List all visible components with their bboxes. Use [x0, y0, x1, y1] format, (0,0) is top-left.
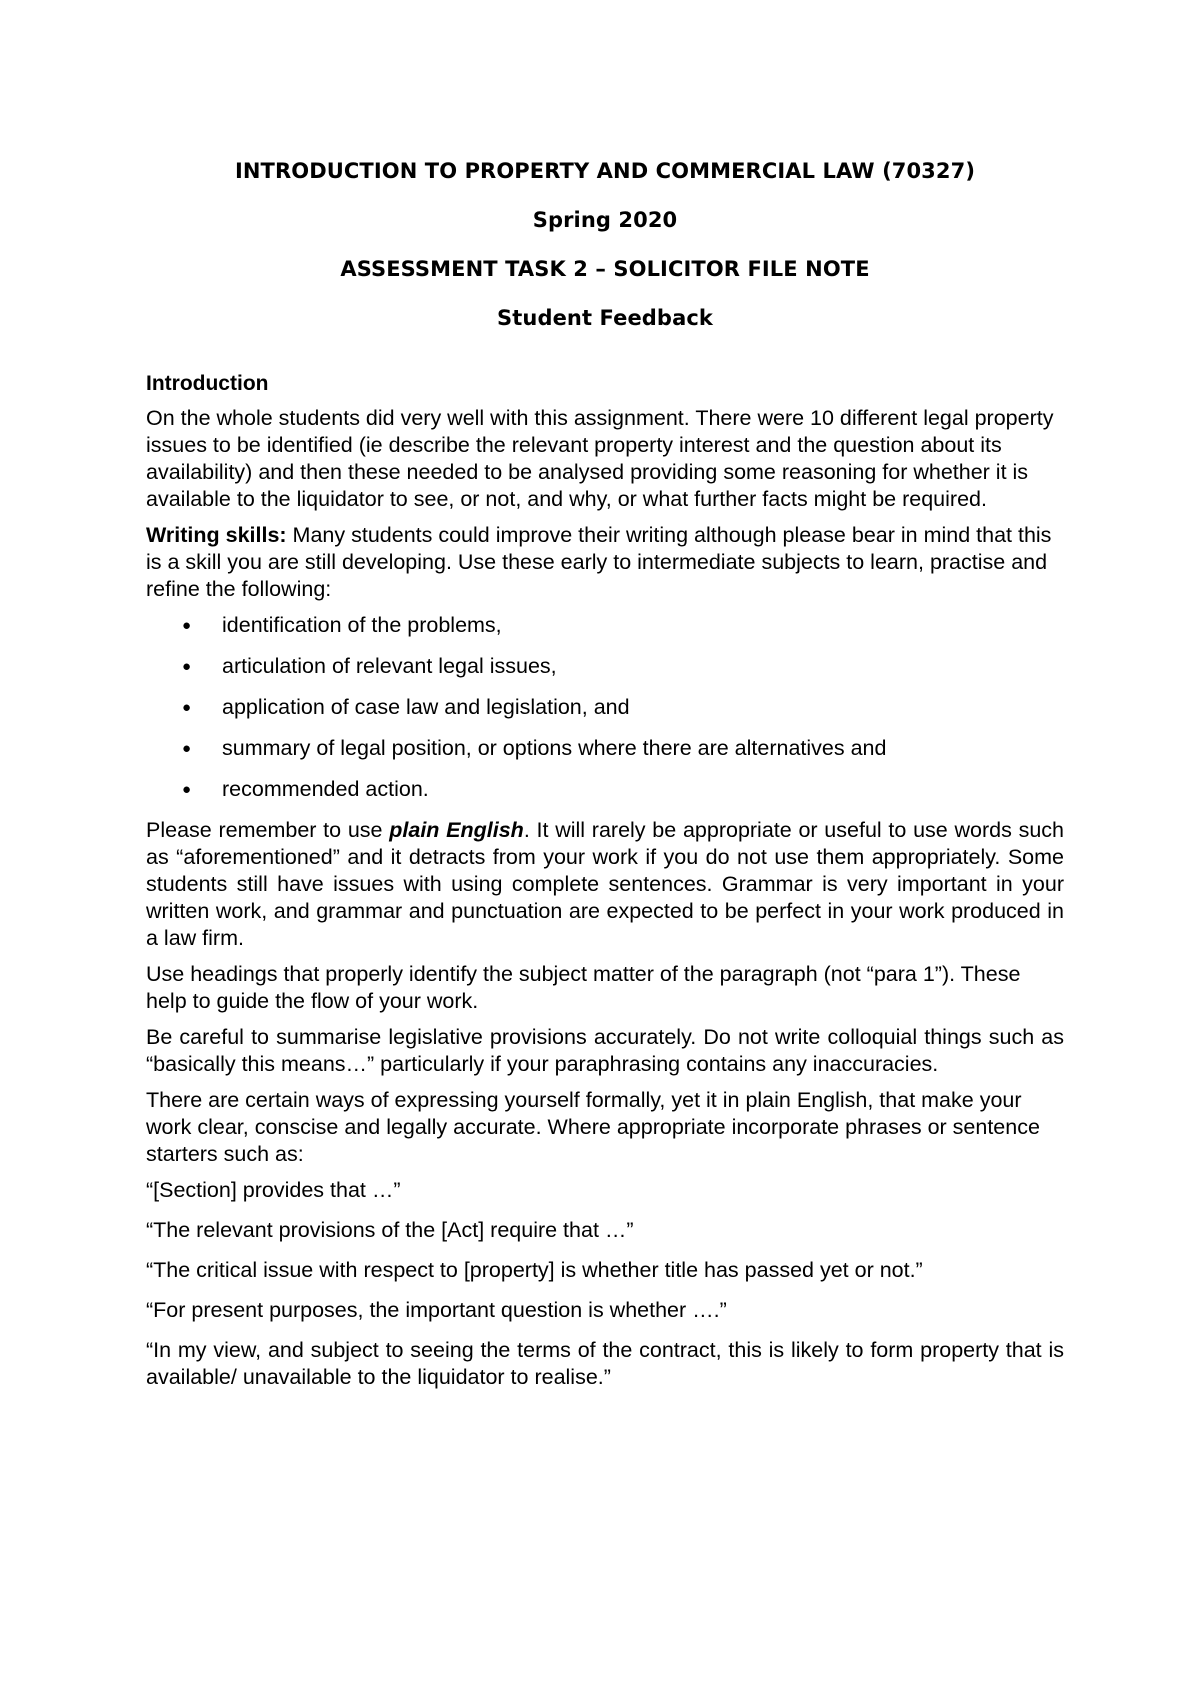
phrase-example: “In my view, and subject to seeing the terms of the contract, this is likely to form property that is available/ unavailable to the liquidator to realise.”	[146, 1338, 1064, 1389]
writing-skills-text: Many students could improve their writing although please bear in mind that this is a skill you are still developing. Use these early to intermediate subjects to learn, practise and refine the following:	[146, 523, 1052, 601]
plain-english-before: Please remember to use	[146, 818, 390, 842]
legislative-paragraph: Be careful to summarise legislative provisions accurately. Do not write colloquial things such as “basically this means…” particularly if your paraphrasing contains any inaccuracies.	[146, 1025, 1064, 1076]
list-item-text: application of case law and legislation, and	[222, 695, 630, 719]
phrase-example: “[Section] provides that …”	[146, 1178, 401, 1202]
plain-english-after: . It will rarely be appropriate or useful to use words such as “aforementioned” and it detracts from your work if you do not use them appropriately. Some students still have issues with using complete sentences. Grammar is very important in your written work, and grammar and punctuation are expected to be perfect in your work produced in a law firm.	[146, 818, 1064, 950]
phrase-example: “For present purposes, the important question is whether ….”	[146, 1298, 727, 1322]
course-title: INTRODUCTION TO PROPERTY AND COMMERCIAL LAW (70327)	[234, 159, 976, 183]
list-item	[146, 776, 1064, 803]
list-item-text: recommended action.	[222, 777, 429, 801]
headings-paragraph: Use headings that properly identify the subject matter of the paragraph (not “para 1”). These help to guide the flow of your work.	[146, 962, 1021, 1013]
list-item	[146, 735, 1064, 762]
writing-skills-label: Writing skills:	[146, 523, 287, 547]
bullet-icon: ●	[182, 658, 192, 675]
introduction-paragraph: On the whole students did very well with this assignment. There were 10 different legal property issues to be identified (ie describe the relevant property interest and the question about its availability) and then these needed to be analysed providing some reasoning for whether it is available to the liquidator to see, or not, and why, or what further facts might be required.	[146, 406, 1054, 511]
list-item	[146, 653, 1064, 680]
document-page	[146, 158, 1064, 1404]
list-item-text: identification of the problems,	[222, 613, 502, 637]
list-item-text: summary of legal position, or options where there are alternatives and	[222, 736, 887, 760]
bullet-icon: ●	[182, 781, 192, 798]
list-item	[146, 694, 1064, 721]
writing-skills-list	[146, 612, 1064, 803]
writing-skills-paragraph	[146, 522, 1064, 603]
assessment-title: ASSESSMENT TASK 2 – SOLICITOR FILE NOTE	[340, 257, 870, 281]
semester: Spring 2020	[532, 208, 678, 232]
formal-expression-paragraph: There are certain ways of expressing yourself formally, yet it in plain English, that make your work clear, conscise and legally accurate. Where appropriate incorporate phrases or sentence starters such as:	[146, 1088, 1040, 1166]
list-item-text: articulation of relevant legal issues,	[222, 654, 557, 678]
phrase-example: “The relevant provisions of the [Act] require that …”	[146, 1218, 634, 1242]
title-block	[146, 158, 1064, 331]
document-subtitle: Student Feedback	[497, 306, 713, 330]
introduction-heading: Introduction	[146, 372, 269, 395]
plain-english-emphasis: plain English	[389, 818, 524, 842]
list-item	[146, 612, 1064, 639]
bullet-icon: ●	[182, 740, 192, 757]
bullet-icon: ●	[182, 699, 192, 716]
plain-english-paragraph	[146, 817, 1064, 952]
bullet-icon: ●	[182, 617, 192, 634]
phrase-example: “The critical issue with respect to [property] is whether title has passed yet or not.”	[146, 1258, 923, 1282]
